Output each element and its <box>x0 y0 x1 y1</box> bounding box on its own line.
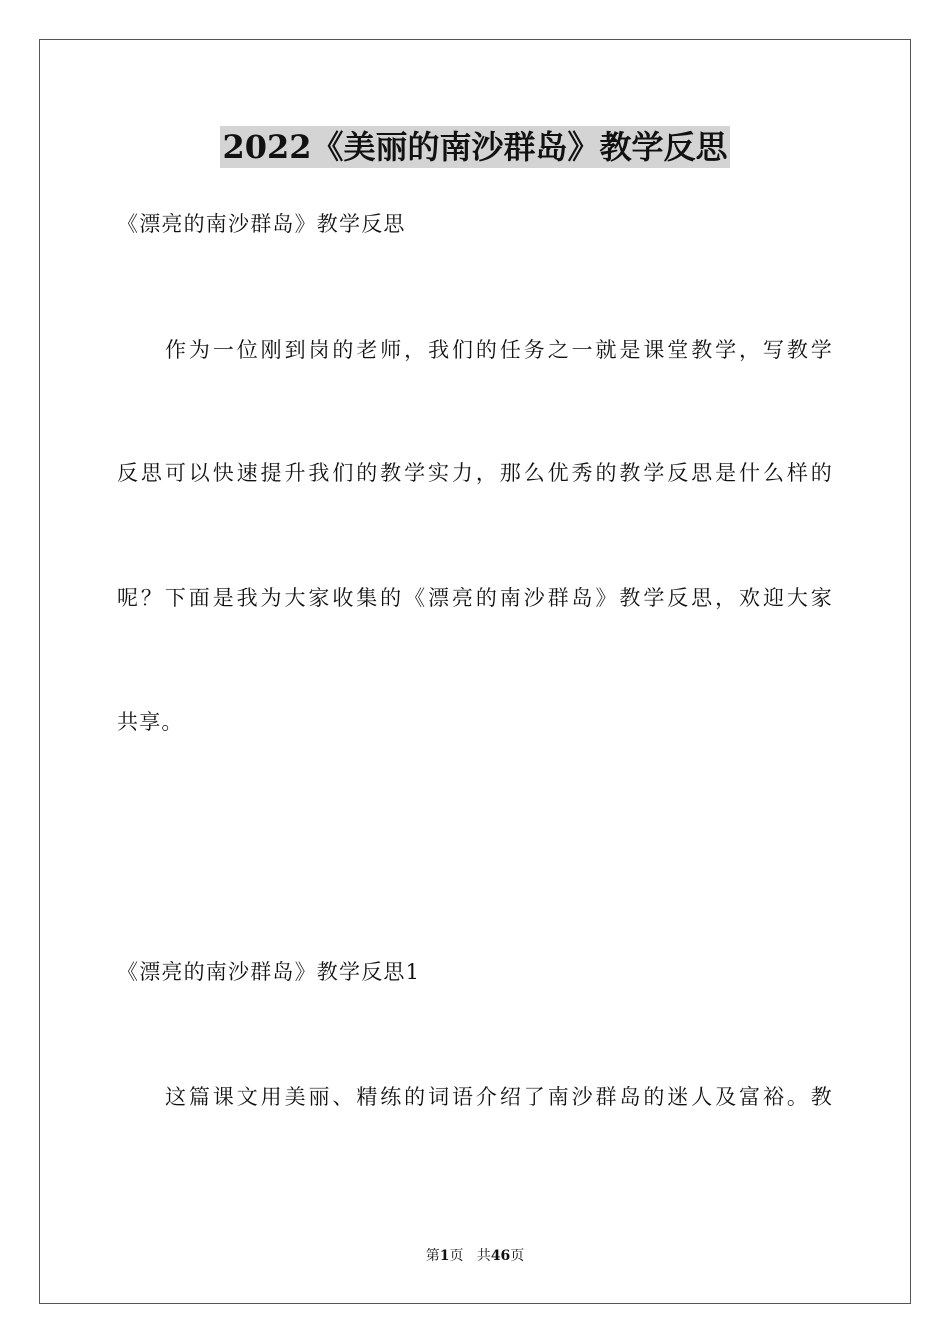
footer-total-pages: 46 <box>490 1248 511 1264</box>
intro-line-2: 反思可以快速提升我们的教学实力，那么优秀的教学反思是什么样的 <box>117 461 833 485</box>
footer-page-suffix: 页 <box>449 1248 464 1264</box>
footer-page-number: 1 <box>439 1248 450 1264</box>
intro-line-3: 呢？下面是我为大家收集的《漂亮的南沙群岛》教学反思，欢迎大家 <box>117 586 833 610</box>
subtitle: 《漂亮的南沙群岛》教学反思 <box>117 212 406 236</box>
section-heading: 《漂亮的南沙群岛》教学反思1 <box>117 960 421 984</box>
section-line-1: 这篇课文用美丽、精练的词语介绍了南沙群岛的迷人及富裕。教 <box>165 1085 833 1109</box>
title-container <box>0 126 950 168</box>
footer-total-suffix: 页 <box>510 1248 525 1264</box>
intro-line-4: 共享。 <box>117 710 184 734</box>
footer-page-prefix: 第 <box>425 1248 440 1264</box>
page-footer <box>0 1246 950 1266</box>
document-title: 2022《美丽的南沙群岛》教学反思 <box>222 128 728 166</box>
intro-line-1: 作为一位刚到岗的老师，我们的任务之一就是课堂教学，写教学 <box>165 338 833 362</box>
footer-total-prefix: 共 <box>476 1248 491 1264</box>
